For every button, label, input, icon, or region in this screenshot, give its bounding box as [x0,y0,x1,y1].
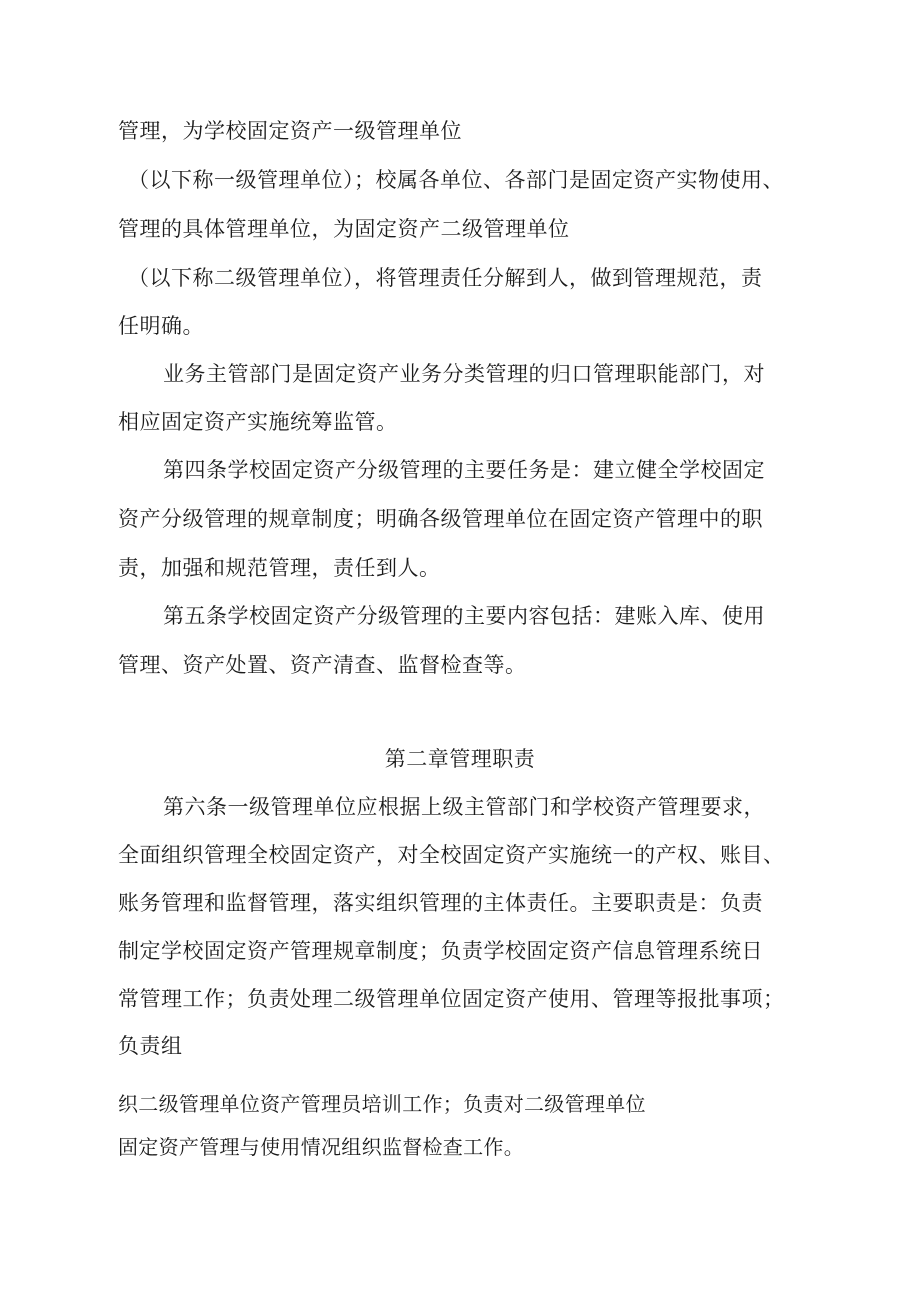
text-line: 管理，为学校固定资产一级管理单位 [118,119,462,143]
text-line: （以下称二级管理单位），将管理责任分解到人，做到管理规范，责 [128,266,763,290]
article-5-line: 第五条学校固定资产分级管理的主要内容包括：建账入库、使用 [163,604,765,628]
text-line: 常管理工作；负责处理二级管理单位固定资产使用、管理等报批事项； [118,987,785,1011]
text-line: 固定资产管理与使用情况组织监督检查工作。 [118,1135,524,1159]
text-line: （以下称一级管理单位）；校属各单位、各部门是固定资产实物使用、 [128,168,784,192]
text-line: 管理、资产处置、资产清查、监督检查等。 [118,653,527,677]
text-line: 管理的具体管理单位，为固定资产二级管理单位 [118,217,570,241]
text-line: 织二级管理单位资产管理员培训工作；负责对二级管理单位 [118,1092,646,1116]
text-line: 账务管理和监督管理，落实组织管理的主体责任。主要职责是：负责 [118,891,763,915]
text-line: 任明确。 [118,314,204,338]
chapter-heading: 第二章管理职责 [384,747,536,771]
article-6-line: 第六条一级管理单位应根据上级主管部门和学校资产管理要求， [163,795,765,819]
text-line: 责，加强和规范管理，责任到人。 [118,556,441,580]
text-line: 资产分级管理的规章制度；明确各级管理单位在固定资产管理中的职 [118,507,763,531]
text-line: 负责组 [118,1034,183,1058]
text-line: 全面组织管理全校固定资产，对全校固定资产实施统一的产权、账目、 [118,843,785,867]
article-4-line: 第四条学校固定资产分级管理的主要任务是：建立健全学校固定 [163,458,765,482]
text-line: 业务主管部门是固定资产业务分类管理的归口管理职能部门，对 [163,362,765,386]
text-line: 相应固定资产实施统筹监管。 [118,410,398,434]
text-line: 制定学校固定资产管理规章制度；负责学校固定资产信息管理系统日 [118,939,763,963]
